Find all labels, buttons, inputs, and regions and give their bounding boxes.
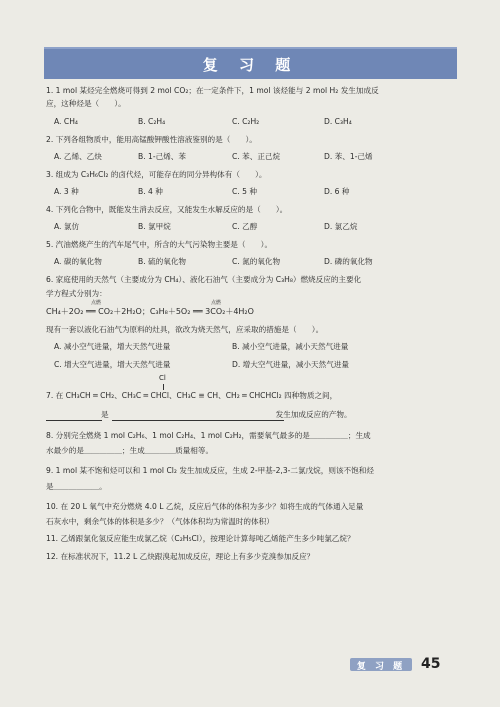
q6-condition-2: 点燃 — [211, 300, 222, 306]
q6-line1: 6. 家庭使用的天然气（主要成分为 CH₄）、液化石油气（主要成分为 C₃H₈）燃烧反应的主要化 — [46, 275, 362, 284]
q3-option-a: A. 3 种 — [54, 187, 79, 196]
q7-bond-line — [163, 384, 164, 390]
q6-condition-1: 点燃 — [91, 300, 102, 306]
q1-option-a: A. CH₄ — [54, 117, 78, 126]
q4-option-d: D. 氯乙烷 — [324, 222, 358, 231]
section-title: 复 习 题 — [202, 56, 299, 74]
q8-line2: 水最少的是＿＿＿＿＿；生成＿＿＿＿质量相等。 — [46, 446, 214, 455]
q2-option-c: C. 苯、正己烷 — [232, 152, 281, 161]
q8-line1: 8. 分别完全燃烧 1 mol C₂H₆、1 mol C₂H₄、1 mol C₂H₂，需要氧气最多的是＿＿＿＿＿；生成 — [46, 431, 371, 440]
q6-equation: CH₄＋2O₂ ══ CO₂＋2H₂O；C₃H₈＋5O₂ ══ 3CO₂＋4H₂O — [46, 307, 254, 316]
q6-line2: 学方程式分别为： — [46, 289, 107, 298]
q5-option-a: A. 碳的氧化物 — [54, 257, 102, 266]
q4-option-a: A. 氯仿 — [54, 222, 80, 231]
q7-blank-2 — [112, 411, 284, 421]
q7-chlorine-label: Cl — [159, 374, 166, 382]
q10-line2: 石灰水中，剩余气体的体积是多少？（气体体积均为常温时的体积） — [46, 517, 274, 526]
q3-option-c: C. 5 种 — [232, 187, 257, 196]
q1-option-b: B. C₂H₄ — [138, 117, 166, 126]
q2-option-a: A. 乙烯、乙炔 — [54, 152, 102, 161]
q6-line3: 现有一套以液化石油气为原料的灶具，欲改为烧天然气，应采取的措施是（ ）。 — [46, 325, 324, 334]
q5-line1: 5. 汽油燃烧产生的汽车尾气中，所含的大气污染物主要是（ ）。 — [46, 240, 273, 249]
q1-line1: 1. 1 mol 某烃完全燃烧可得到 2 mol CO₂；在一定条件下，1 mol 该烃能与 2 mol H₂ 发生加成反 — [46, 86, 379, 95]
q2-option-b: B. 1-己烯、苯 — [138, 152, 186, 161]
q5-option-d: D. 磷的氧化物 — [324, 257, 373, 266]
q7-line1: 7. 在 CH₃CH ═ CH₂、CH₃C ═ CHCl、CH₃C ≡ CH、CH₂ ═ CHCHCl₂ 四种物质之间， — [46, 391, 338, 400]
q5-option-c: C. 氮的氧化物 — [232, 257, 281, 266]
q6-option-c: C. 增大空气进量，增大天然气进量 — [54, 360, 171, 369]
q2-option-d: D. 苯、1-己烯 — [324, 152, 373, 161]
q3-option-d: D. 6 种 — [324, 187, 350, 196]
section-banner — [44, 47, 457, 79]
q6-option-a: A. 减小空气进量，增大天然气进量 — [54, 342, 171, 351]
q7-line2: 是 发生加成反应的产物。 — [101, 410, 352, 419]
q6-option-b: B. 减小空气进量，减小天然气进量 — [232, 342, 349, 351]
q3-line1: 3. 组成为 C₃H₆Cl₂ 的卤代烃，可能存在的同分异构体有（ ）。 — [46, 170, 267, 179]
q1-line2: 应，这种烃是（ ）。 — [46, 99, 126, 108]
page-footer — [350, 658, 458, 673]
q1-option-d: D. C₃H₄ — [324, 117, 352, 126]
q9-line2: 是＿＿＿＿＿＿。 — [46, 482, 107, 491]
q2-line1: 2. 下列各组物质中，能用高锰酸钾酸性溶液鉴别的是（ ）。 — [46, 135, 257, 144]
footer-section-label: 复 习 题 — [356, 662, 406, 672]
page-number: 45 — [421, 656, 441, 672]
q4-option-b: B. 氯甲烷 — [138, 222, 171, 231]
q12-line1: 12. 在标准状况下，11.2 L 乙炔跟溴起加成反应，理论上有多少克溴参加反应？ — [46, 552, 315, 561]
q4-option-c: C. 乙醇 — [232, 222, 258, 231]
q7-blank-1 — [46, 411, 102, 421]
footer-section-tab — [350, 658, 412, 671]
q9-line1: 9. 1 mol 某不饱和烃可以和 1 mol Cl₂ 发生加成反应，生成 2-甲基-2,3-二氯戊烷，则该不饱和烃 — [46, 466, 374, 475]
q6-option-d: D. 增大空气进量，减小天然气进量 — [232, 360, 349, 369]
q1-option-c: C. C₂H₂ — [232, 117, 260, 126]
q4-line1: 4. 下列化合物中，既能发生消去反应，又能发生水解反应的是（ ）。 — [46, 205, 288, 214]
q5-option-b: B. 硫的氧化物 — [138, 257, 187, 266]
q11-line1: 11. 乙烯跟氯化氢反应能生成氯乙烷（C₂H₅Cl），按理论计算每吨乙烯能产生多少吨氯乙烷？ — [46, 534, 355, 543]
q3-option-b: B. 4 种 — [138, 187, 163, 196]
q10-line1: 10. 在 20 L 氧气中充分燃烧 4.0 L 乙烷，反应后气体的体积为多少？如将生成的气体通入足量 — [46, 502, 364, 511]
